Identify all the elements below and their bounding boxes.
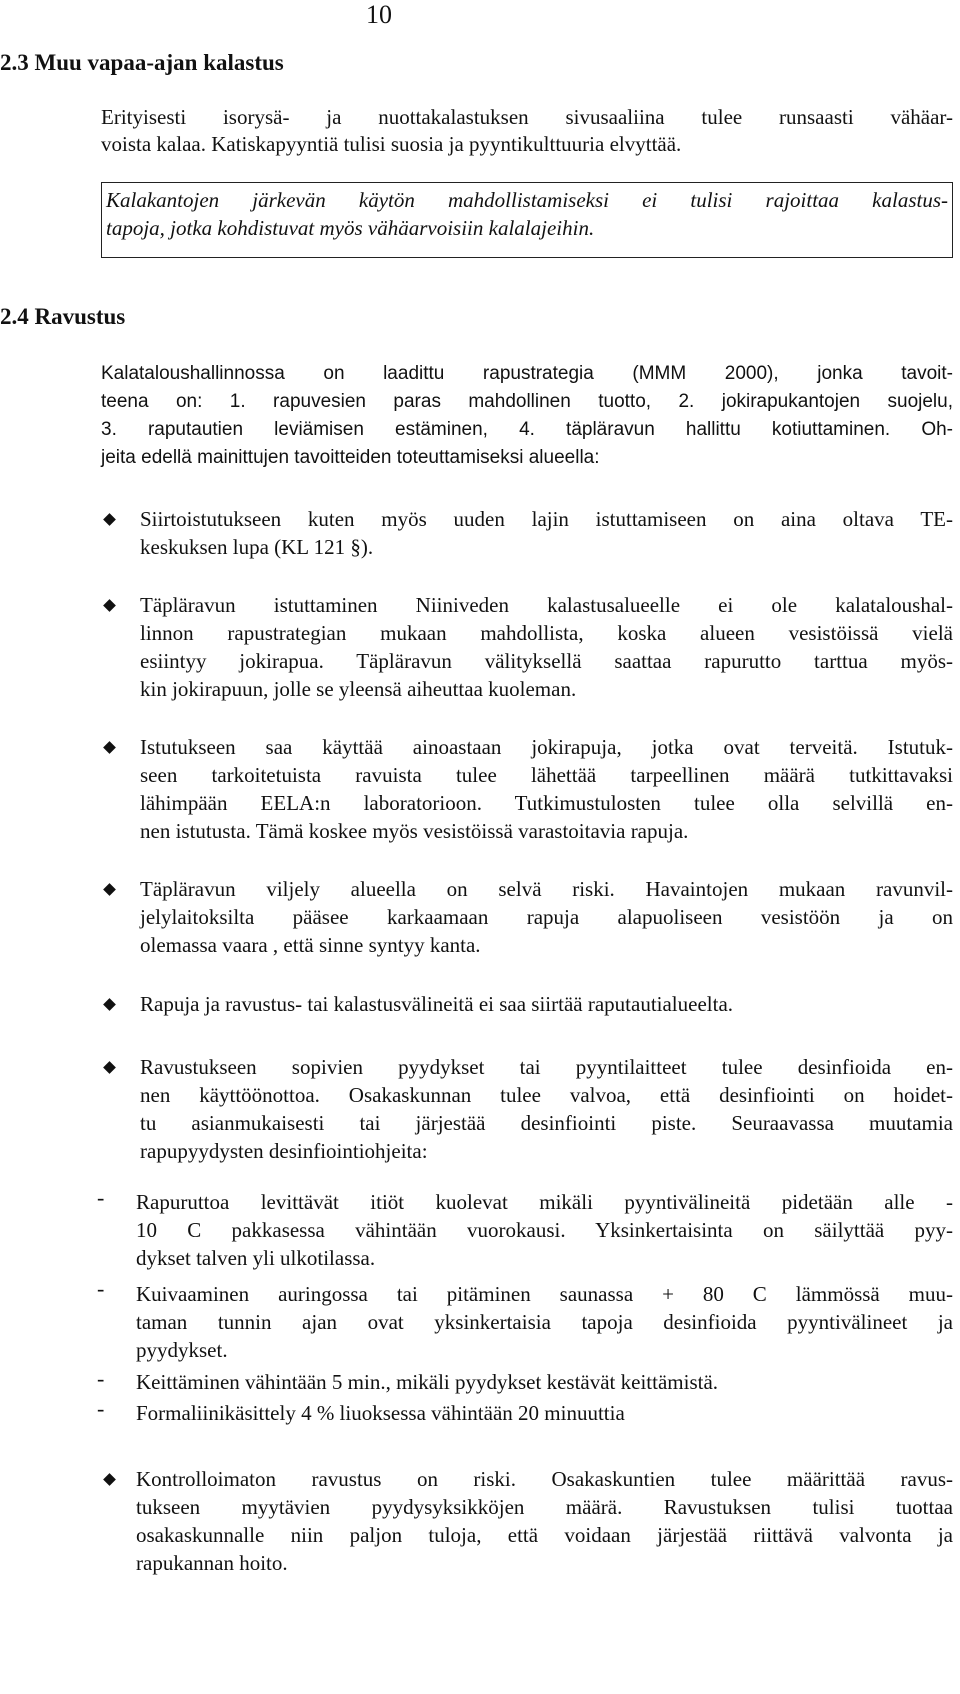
paragraph-line: voista kalaa. Katiskapyyntiä tulisi suosia ja pyyntikulttuuria elvyttää. <box>101 132 682 156</box>
dash-marker: - <box>97 1396 105 1421</box>
intro-line: jeita edellä mainittujen tavoitteiden toteuttamiseksi alueella: <box>101 447 600 468</box>
section-heading-2-4: 2.4 Ravustus <box>0 304 126 329</box>
bullet-line: tukseen myytävien pyydysyksikköjen määrä. Ravustuksen tulisi tuottaa <box>136 1495 953 1519</box>
page-number: 10 <box>366 0 392 29</box>
bullet-diamond-icon <box>103 599 116 612</box>
bullet-line: rapukannan hoito. <box>136 1551 288 1575</box>
bullet-diamond-icon <box>103 1061 116 1074</box>
dash-item-line: 10 C pakkasessa vähintään vuorokausi. Yksinkertaisinta on säilyttää pyy- <box>136 1218 953 1242</box>
bullet-line: nen istutusta. Tämä koskee myös vesistöissä varastoitavia rapuja. <box>140 819 689 843</box>
bullet-line: Ravustukseen sopivien pyydykset tai pyyntilaitteet tulee desinfioida en- <box>140 1055 953 1079</box>
bullet-line: tu asianmukaisesti tai järjestää desinfiointi piste. Seuraavassa muutamia <box>140 1111 953 1135</box>
bullet-line: olemassa vaara , että sinne syntyy kanta. <box>140 933 481 957</box>
dash-item-line: pyydykset. <box>136 1338 228 1362</box>
bullet-line: linnon rapustrategian mukaan mahdollista, koska alueen vesistöissä vielä <box>140 621 953 645</box>
bullet-line: jelylaitoksilta pääsee karkaamaan rapuja alapuoliseen vesistöön ja on <box>140 905 953 929</box>
dash-item-line: taman tunnin ajan ovat yksinkertaisia tapoja desinfioida pyyntivälineet ja <box>136 1310 953 1334</box>
dash-item-line: Rapuruttoa levittävät itiöt kuolevat mikäli pyyntivälineitä pidetään alle - <box>136 1190 953 1214</box>
bullet-line: keskuksen lupa (KL 121 §). <box>140 535 374 559</box>
dash-marker: - <box>97 1276 105 1301</box>
bullet-line: nen käyttöönottoa. Osakaskunnan tulee valvoa, että desinfiointi on hoidet- <box>140 1083 953 1107</box>
dash-item-line: Keittäminen vähintään 5 min., mikäli pyydykset kestävät keittämistä. <box>136 1370 719 1394</box>
bullet-diamond-icon <box>103 741 116 754</box>
section-heading-2-3: 2.3 Muu vapaa-ajan kalastus <box>0 50 284 75</box>
bullet-line: rapupyydysten desinfiointiohjeita: <box>140 1139 428 1163</box>
box-text-line: tapoja, jotka kohdistuvat myös vähäarvoisiin kalalajeihin. <box>106 216 595 240</box>
bullet-line: esiintyy jokirapua. Täpläravun välityksellä saattaa rapurutto tarttua myös- <box>140 649 953 673</box>
dash-marker: - <box>97 1185 105 1210</box>
bullet-line: osakaskunnalle niin paljon tuloja, että voidaan järjestää riittävä valvonta ja <box>136 1523 953 1547</box>
dash-item-line: Kuivaaminen auringossa tai pitäminen saunassa + 80 C lämmössä muu- <box>136 1282 953 1306</box>
bullet-line: seen tarkoitetuista ravuista tulee lähettää tarpeellinen määrä tutkittavaksi <box>140 763 953 787</box>
intro-line: Kalataloushallinnossa on laadittu rapustrategia (MMM 2000), jonka tavoit- <box>101 363 953 384</box>
bullet-line: Kontrolloimaton ravustus on riski. Osakaskuntien tulee määrittää ravus- <box>136 1467 953 1491</box>
bullet-diamond-icon <box>103 1473 116 1486</box>
bullet-line: lähimpään EELA:n laboratorioon. Tutkimustulosten tulee olla selvillä en- <box>140 791 953 815</box>
bullet-diamond-icon <box>103 883 116 896</box>
bullet-diamond-icon <box>103 513 116 526</box>
dash-item-line: Formaliinikäsittely 4 % liuoksessa vähintään 20 minuuttia <box>136 1401 625 1425</box>
dash-marker: - <box>97 1366 105 1391</box>
box-text-line: Kalakantojen järkevän käytön mahdollistamiseksi ei tulisi rajoittaa kalastus- <box>106 188 948 212</box>
bullet-line: Istutukseen saa käyttää ainoastaan jokirapuja, jotka ovat terveitä. Istutuk- <box>140 735 953 759</box>
bullet-line: Täpläravun istuttaminen Niiniveden kalastusalueelle ei ole kalataloushal- <box>140 593 953 617</box>
paragraph-line: Erityisesti isorysä- ja nuottakalastuksen sivusaaliina tulee runsaasti vähäar- <box>101 105 953 129</box>
bullet-line: Täpläravun viljely alueella on selvä riski. Havaintojen mukaan ravunvil- <box>140 877 953 901</box>
intro-line: 3. raputautien leviämisen estäminen, 4. täpläravun hallittu kotiuttaminen. Oh- <box>101 419 953 440</box>
dash-item-line: dykset talven yli ulkotilassa. <box>136 1246 376 1270</box>
intro-line: teena on: 1. rapuvesien paras mahdollinen tuotto, 2. jokirapukantojen suojelu, <box>101 391 953 412</box>
bullet-line: Rapuja ja ravustus- tai kalastusvälineitä ei saa siirtää raputautialueelta. <box>140 992 734 1016</box>
bullet-line: Siirtoistutukseen kuten myös uuden lajin istuttamiseen on aina oltava TE- <box>140 507 953 531</box>
bullet-line: kin jokirapuun, jolle se yleensä aiheuttaa kuoleman. <box>140 677 577 701</box>
bullet-diamond-icon <box>103 998 116 1011</box>
